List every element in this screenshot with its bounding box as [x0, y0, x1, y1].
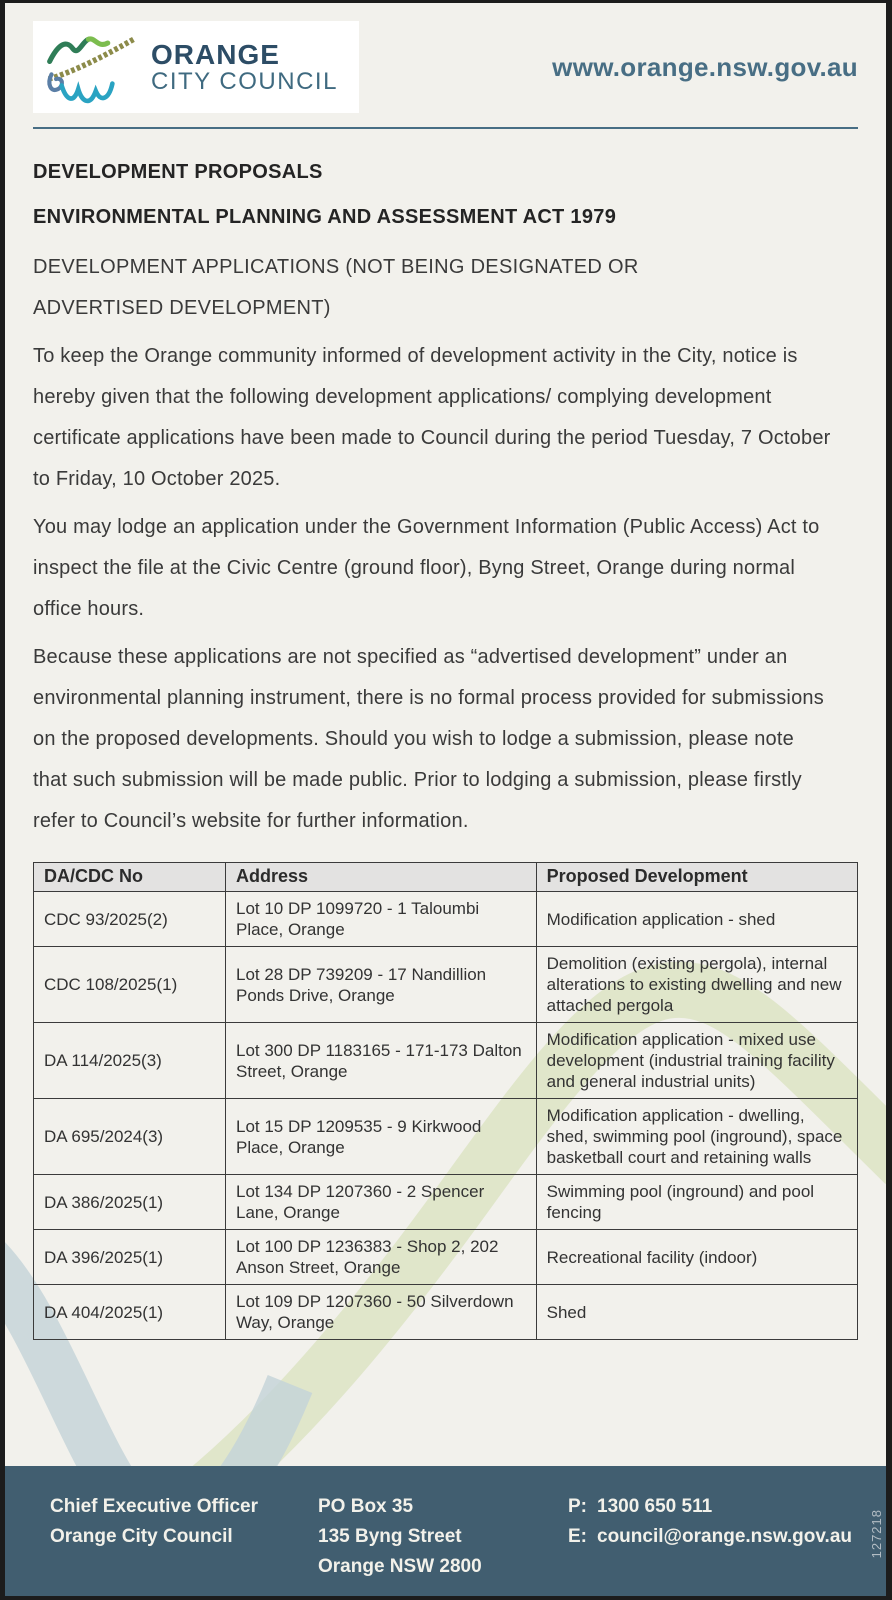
masthead [33, 21, 858, 113]
act-title: ENVIRONMENTAL PLANNING AND ASSESSMENT ACT 1979 [33, 206, 617, 228]
council-website-url: www.orange.nsw.gov.au [552, 51, 858, 82]
cell-address: Lot 28 DP 739209 - 17 Nandillion Ponds Drive, Orange [225, 947, 536, 1023]
cell-da-cdc-no: DA 695/2024(3) [34, 1099, 226, 1175]
footer-line: Orange City Council [50, 1526, 233, 1547]
council-logo-mark-icon [45, 28, 141, 106]
header-divider [33, 127, 858, 129]
footer-line: Orange NSW 2800 [318, 1556, 482, 1577]
paragraph-submissions: Because these applications are not specified as “advertised development” under an environmental planning instrument, there is no formal process provided for submissions on the proposed developments. Should you wish to lodge a submission, please note that such submission will be made public. Prior to lodging a submission, please firstly refer to Council’s website for further information. [33, 646, 824, 832]
table-row [34, 1175, 858, 1230]
cell-da-cdc-no: CDC 93/2025(2) [34, 892, 226, 947]
cell-proposed-development: Recreational facility (indoor) [536, 1230, 857, 1285]
cell-proposed-development: Demolition (existing pergola), internal alterations to existing dwelling and new attached pergola [536, 947, 857, 1023]
logo-text [151, 40, 338, 95]
table-row [34, 947, 858, 1023]
footer-line: PO Box 35 [318, 1496, 414, 1517]
phone-line [568, 1492, 856, 1522]
footer-address-column [318, 1492, 568, 1596]
paragraph-gipa-access: You may lodge an application under the Government Information (Public Access) Act to inspect the file at the Civic Centre (ground floor), Byng Street, Orange during normal office hours. [33, 516, 820, 620]
table-row [34, 1099, 858, 1175]
paragraph-notice-period: To keep the Orange community informed of development activity in the City, notice is hereby given that the following development applications/ complying development certificate applications have been made to Council during the period Tuesday, 7 October to Friday, 10 October 2025. [33, 345, 831, 490]
cell-da-cdc-no: DA 404/2025(1) [34, 1285, 226, 1340]
cell-address: Lot 15 DP 1209535 - 9 Kirkwood Place, Orange [225, 1099, 536, 1175]
email-address: council@orange.nsw.gov.au [597, 1526, 853, 1547]
council-logo [33, 21, 359, 113]
applications-subtitle: DEVELOPMENT APPLICATIONS (NOT BEING DESIGNATED OR ADVERTISED DEVELOPMENT) [33, 256, 639, 319]
logo-name-line2: CITY COUNCIL [151, 68, 338, 96]
cell-address: Lot 134 DP 1207360 - 2 Spencer Lane, Orange [225, 1175, 536, 1230]
column-header-proposed-development: Proposed Development [536, 863, 857, 892]
notice-content [5, 21, 886, 1340]
email-line [568, 1522, 856, 1552]
development-applications-table [33, 862, 858, 1340]
table-row [34, 1023, 858, 1099]
notice-title: DEVELOPMENT PROPOSALS [33, 161, 323, 183]
footer-contact-column [568, 1492, 856, 1596]
logo-name-line1: ORANGE [151, 38, 280, 70]
phone-label: P: [568, 1496, 587, 1517]
email-label: E: [568, 1526, 587, 1547]
cell-address: Lot 10 DP 1099720 - 1 Taloumbi Place, Orange [225, 892, 536, 947]
table-row [34, 892, 858, 947]
table-row [34, 1285, 858, 1340]
cell-proposed-development: Swimming pool (inground) and pool fencing [536, 1175, 857, 1230]
footer-officer-column [50, 1492, 318, 1596]
cell-proposed-development: Shed [536, 1285, 857, 1340]
table-row [34, 1230, 858, 1285]
print-reference-number: 127218 [869, 1508, 884, 1558]
cell-address: Lot 100 DP 1236383 - Shop 2, 202 Anson Street, Orange [225, 1230, 536, 1285]
cell-da-cdc-no: CDC 108/2025(1) [34, 947, 226, 1023]
notice-body [33, 161, 833, 842]
footer-line: 135 Byng Street [318, 1526, 462, 1547]
column-header-address: Address [225, 863, 536, 892]
footer-contact-bar [5, 1466, 886, 1596]
cell-address: Lot 109 DP 1207360 - 50 Silverdown Way, Orange [225, 1285, 536, 1340]
cell-address: Lot 300 DP 1183165 - 171-173 Dalton Street, Orange [225, 1023, 536, 1099]
column-header-da-cdc-no: DA/CDC No [34, 863, 226, 892]
cell-proposed-development: Modification application - shed [536, 892, 857, 947]
table-header-row [34, 863, 858, 892]
cell-da-cdc-no: DA 114/2025(3) [34, 1023, 226, 1099]
phone-number: 1300 650 511 [597, 1496, 713, 1517]
footer-line: Chief Executive Officer [50, 1496, 259, 1517]
cell-proposed-development: Modification application - dwelling, shed, swimming pool (inground), space basketball court and retaining walls [536, 1099, 857, 1175]
cell-proposed-development: Modification application - mixed use development (industrial training facility and general industrial units) [536, 1023, 857, 1099]
cell-da-cdc-no: DA 386/2025(1) [34, 1175, 226, 1230]
cell-da-cdc-no: DA 396/2025(1) [34, 1230, 226, 1285]
